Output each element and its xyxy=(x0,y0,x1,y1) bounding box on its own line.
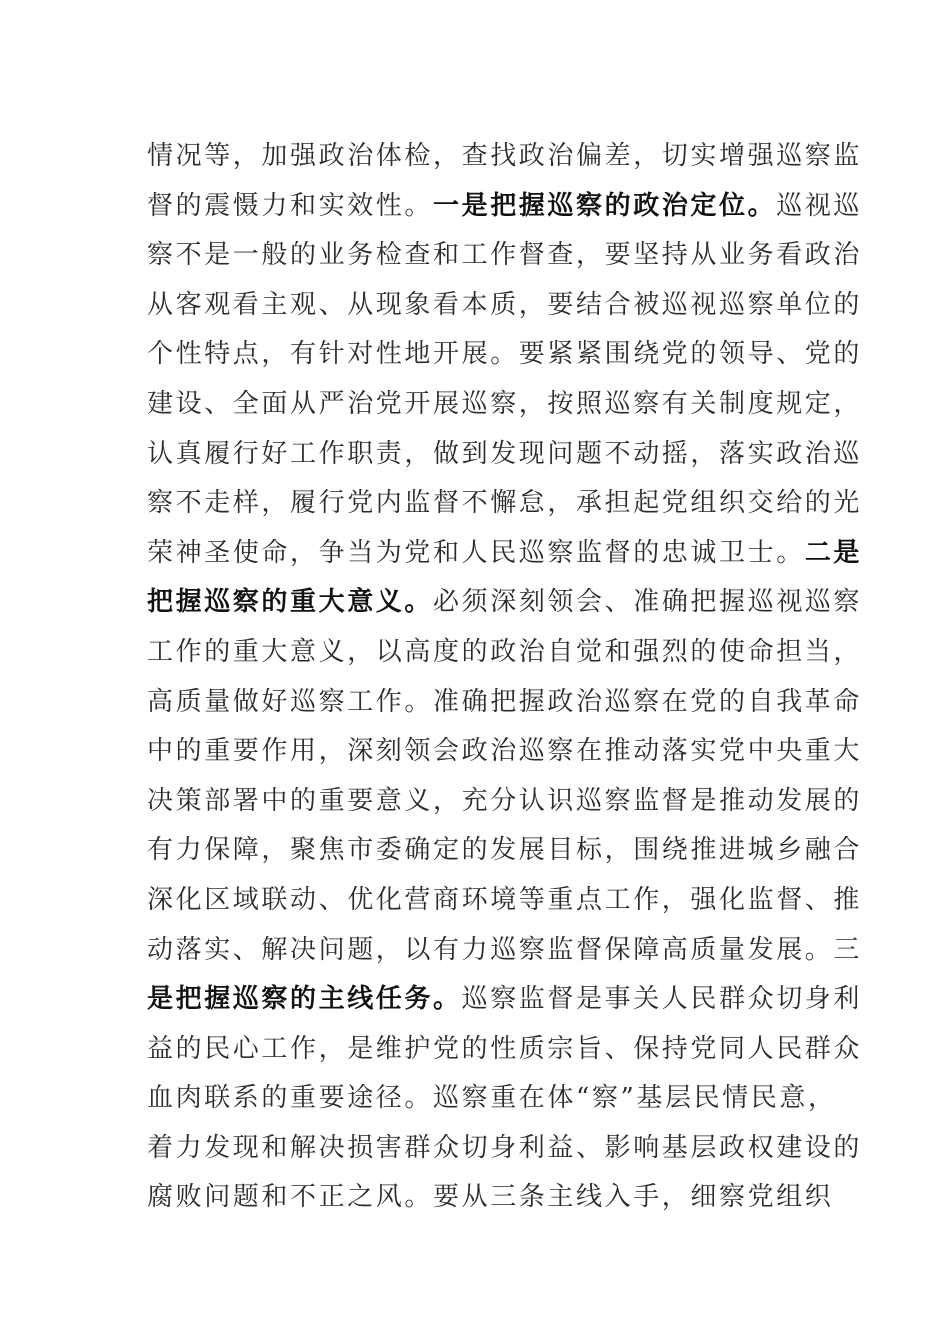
text-line xyxy=(147,926,863,976)
text-line xyxy=(147,182,863,232)
bold-heading-phrase: 把握巡察的重大意义。 xyxy=(147,587,434,618)
text-run: 察不走样，履行党内监督不懈怠，承担起党组织交给的光 xyxy=(147,488,863,519)
text-line xyxy=(147,132,863,182)
text-run: 建设、全面从严治党开展巡察，按照巡察有关制度规定， xyxy=(147,388,863,419)
text-run: 益的民心工作，是维护党的性质宗旨、保持党同人民群众 xyxy=(147,1033,863,1064)
text-line xyxy=(147,281,863,331)
text-line xyxy=(147,578,863,628)
text-run: 高质量做好巡察工作。准确把握政治巡察在党的自我革命 xyxy=(147,686,863,717)
text-run: 从客观看主观、从现象看本质，要结合被巡视巡察单位的 xyxy=(147,289,863,320)
text-run: 深化区域联动、优化营商环境等重点工作，强化监督、推 xyxy=(147,884,863,915)
text-run: 认真履行好工作职责，做到发现问题不动摇，落实政治巡 xyxy=(147,438,863,469)
text-run: 决策部署中的重要意义，充分认识巡察监督是推动发展的 xyxy=(147,785,863,816)
text-line xyxy=(147,529,863,579)
text-line xyxy=(147,231,863,281)
text-line xyxy=(147,826,863,876)
text-line xyxy=(147,1025,863,1075)
text-line xyxy=(147,430,863,480)
text-run: 血肉联系的重要途径。巡察重在体“察”基层民情民意， xyxy=(147,1083,837,1114)
text-line xyxy=(147,1173,834,1223)
text-run: 个性特点，有针对性地开展。要紧紧围绕党的领导、党的 xyxy=(147,339,863,370)
text-run: 腐败问题和不正之风。要从三条主线入手，细察党组织 xyxy=(147,1182,834,1213)
text-run: 中的重要作用，深刻领会政治巡察在推动落实党中央重大 xyxy=(147,736,863,767)
text-run: 动落实、解决问题，以有力巡察监督保障高质量发展。三 xyxy=(147,934,863,965)
bold-heading-phrase: 二是 xyxy=(804,537,863,568)
text-run: 巡察监督是事关人民群众切身利 xyxy=(461,984,863,1015)
bold-heading-phrase: 一是把握巡察的政治定位。 xyxy=(433,190,777,221)
text-line xyxy=(147,380,863,430)
text-line xyxy=(147,1124,863,1174)
text-line xyxy=(147,777,863,827)
text-run: 情况等，加强政治体检，查找政治偏差，切实增强巡察监 xyxy=(147,141,863,171)
text-line xyxy=(147,330,863,380)
text-run: 工作的重大意义，以高度的政治自觉和强烈的使命担当， xyxy=(147,636,863,667)
text-line xyxy=(147,975,863,1025)
text-line xyxy=(147,479,863,529)
body-paragraph xyxy=(147,132,863,1223)
text-run: 督的震慑力和实效性。 xyxy=(147,190,434,221)
text-run: 必须深刻领会、准确把握巡视巡察 xyxy=(433,587,863,618)
text-run: 察不是一般的业务检查和工作督查，要坚持从业务看政治 xyxy=(147,240,863,271)
text-line xyxy=(147,678,863,728)
text-run: 荣神圣使命，争当为党和人民巡察监督的忠诚卫士。 xyxy=(147,537,805,568)
text-line xyxy=(147,1074,837,1124)
bold-heading-phrase: 是把握巡察的主线任务。 xyxy=(147,984,462,1015)
text-line xyxy=(147,628,863,678)
text-line xyxy=(147,876,863,926)
text-run: 着力发现和解决损害群众切身利益、影响基层政权建设的 xyxy=(147,1132,863,1163)
text-run: 巡视巡 xyxy=(776,190,863,221)
text-line xyxy=(147,727,863,777)
text-run: 有力保障，聚焦市委确定的发展目标，围绕推进城乡融合 xyxy=(147,835,863,866)
